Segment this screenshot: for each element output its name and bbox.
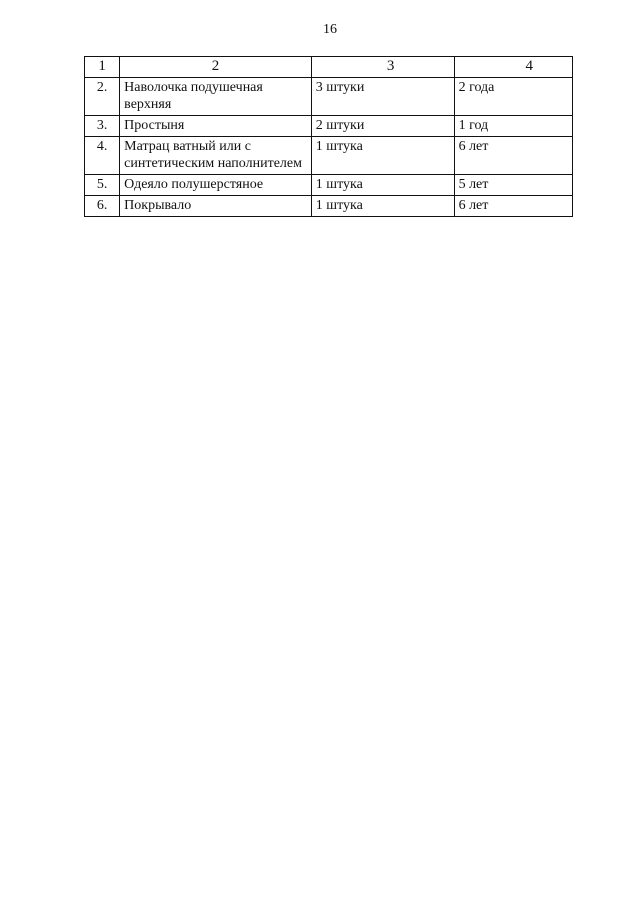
item-name-cell: Одеяло полушерстяное [120,175,312,196]
quantity-cell: 1 штука [311,137,454,175]
quantity-cell: 1 штука [311,175,454,196]
quantity-cell: 2 штуки [311,116,454,137]
table-row [85,116,573,137]
quantity-cell: 1 штука [311,196,454,217]
quantity-cell: 3 штуки [311,78,454,116]
row-number-cell: 6. [85,196,120,217]
table-header-row [85,57,573,78]
items-table [84,56,573,217]
term-cell: 5 лет [454,175,572,196]
table-row [85,196,573,217]
term-cell: 1 год [454,116,572,137]
item-name-cell: Покрывало [120,196,312,217]
header-cell-3: 3 [311,57,454,78]
term-cell: 2 года [454,78,572,116]
page-number: 16 [323,22,337,37]
table-row [85,137,573,175]
row-number-cell: 3. [85,116,120,137]
term-cell: 6 лет [454,137,572,175]
row-number-cell: 4. [85,137,120,175]
header-cell-1: 1 [85,57,120,78]
table-row [85,175,573,196]
item-name-cell: Наволочка подушечная верхняя [120,78,312,116]
item-name-cell: Матрац ватный или с синтетическим наполнителем [120,137,312,175]
row-number-cell: 5. [85,175,120,196]
table-row [85,78,573,116]
row-number-cell: 2. [85,78,120,116]
term-cell: 6 лет [454,196,572,217]
item-name-cell: Простыня [120,116,312,137]
header-cell-2: 2 [120,57,312,78]
header-cell-4: 4 [454,57,572,78]
